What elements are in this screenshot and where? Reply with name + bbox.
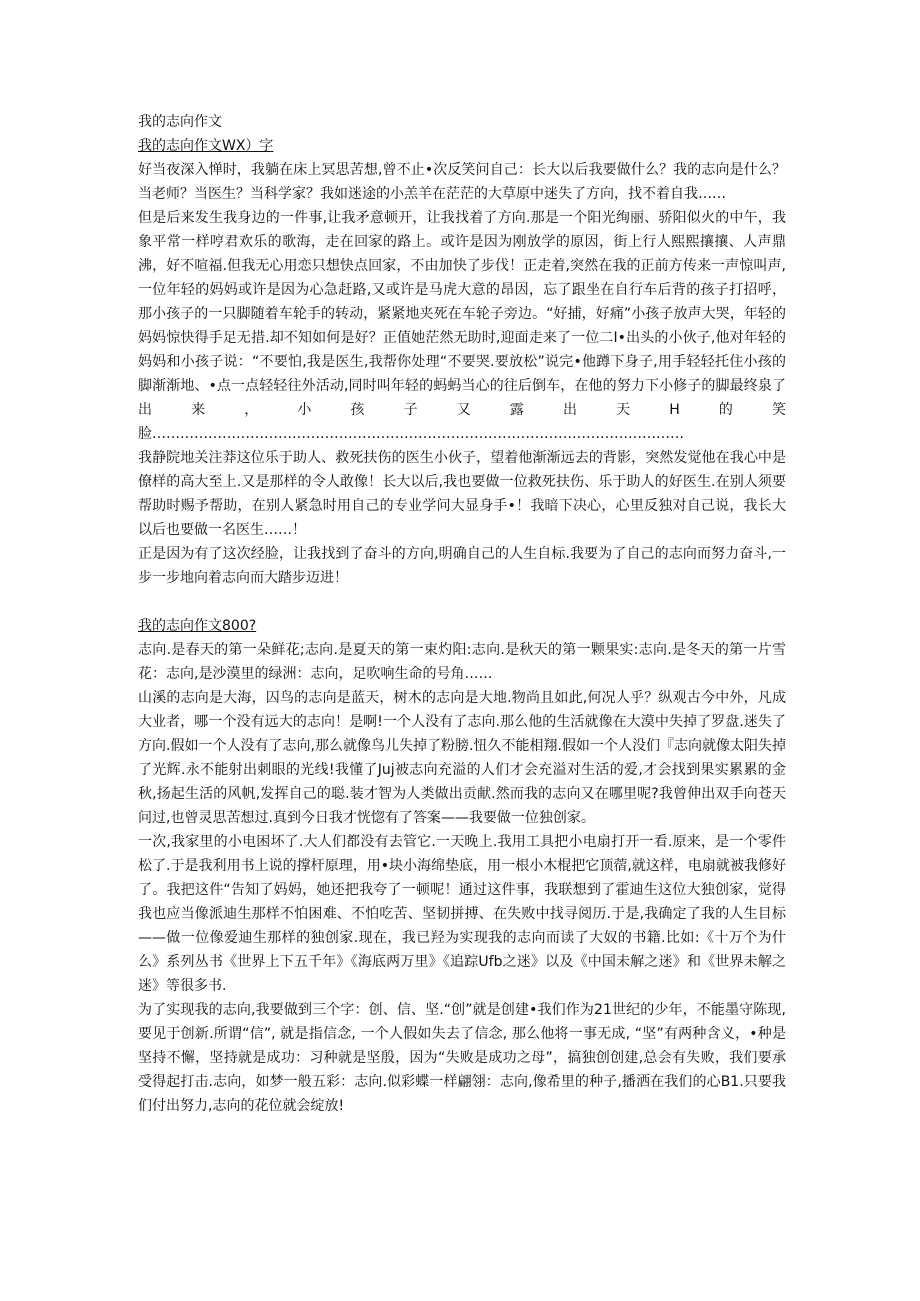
section-2-paragraph-2: 山溪的志向是大海，囚鸟的志向是蓝天，树木的志向是大地.物尚且如此,何况人乎？纵观古今中外，凡成大业者，哪一个没有远大的志向！是啊!一个人没有了志向.那么他的生活就像在大漠中失掉了罗盘.迷失了方向.假如一个人没有了志向,那么就像鸟儿失掉了粉膀.忸久不能相翔.假如一个人没们『志向就像太阳失掉了光辉.永不能射出刺眼的光线!我懂了Juj被志向充溢的人们才会充溢对生活的爱,才会找到果实累累的金秋,扬起生活的风帆,发挥自己的聪.装才智为人类做出贡献.然而我的志向又在哪里呢?我曾伸出双手向苍天问过,也曾灵思苦想过.真到今日我才恍惚有了答案——我要做一位独创家。 [138, 690, 786, 826]
section-2-paragraph-3: 一次,我家里的小电困坏了.大人们都没有去管它.一天晚上.我用工具把小电扇打开一看.原来，是一个零件松了.于是我利用书上说的撑杆原理，用•块小海绵垫底，用一根小木棍把它顶蓿,就这样，电扇就被我修好了。我把这件“告知了妈妈，她还把我夸了一顿呢！通过这件事，我联想到了霍迪生这位大独创家，觉得我也应当像派迪生那样不怕困难、不怕吃苦、坚韧拼搏、在失败中找寻阅历.于是,我确定了我的人生目标——做一位像爱迪生那样的独创家.现在，我已羟为实现我的志向而读了大奴的书籍.比如:《十万个为什么》系列丛书《世界上下五千年》《海底两万里》《追踪Ufb之迷》以及《中国未解之迷》和《世界未解之迷》等很多书. [138, 834, 786, 994]
section-2-paragraph-1: 志向.是春天的第一朵鲜花;志向.是夏天的第一束灼阳:志向.是秋天的第一颗果实:志向.是冬天的第一片雪花：志向,是沙漠里的绿洲：志向，足吹响生命的号角…… [138, 642, 786, 682]
section-1-heading: 我的志向作文WX）字 [138, 138, 274, 154]
section-gap [138, 590, 786, 614]
section-1-paragraph-4: 正是因为有了这次经脸，让我找到了奋斗的方向,明确自己的人生自标.我要为了自己的志向而努力奋斗,一步一步地向着志向而大踏步迈进！ [138, 546, 786, 586]
section-2-heading: 我的志向作文800? [138, 618, 257, 634]
section-2-paragraph-4: 为了实现我的志向,我要做到三个字：创、信、坚.“创”就是创建•我们作为21世纪的少年，不能墨守陈现, 要见于创新.所谓“信”, 就是指信念, 一个人假如失去了信念, 那么他将一事无成, “坚”有两种含义，•种是坚持不懈，坚持就是成功：习种就是坚殷，因为“失败是成功之母”，搞独创创建,总会有失败，我们要承受得起打击.志向，如梦一般五彩：志向.似彩蝶一样翩翎：志向,像希里的种子,播洒在我们的心B1.只要我们付出努力,志向的花位就会绽放! [138, 1002, 786, 1114]
document-page [138, 110, 786, 1118]
section-1 [138, 134, 786, 590]
document-title: 我的志向作文 [138, 114, 222, 130]
section-1-paragraph-1: 好当夜深入惮时，我躺在床上冥思苦想,曾不止•次反笑问自己：长大以后我要做什么？我的志向是什么？当老师？当医生？当科学家？我如迷途的小羔羊在茫茫的大草原中迷失了方向，找不着自我…… [138, 162, 786, 202]
section-1-paragraph-2: 但是后来发生我身边的一件事,让我矛意顿开，让我找着了方向.那是一个阳光绚丽、骄阳似火的中午，我象平常一样哼君欢乐的歌海，走在回家的路上。或许是因为刚放学的原因，街上行人熙熙攘攘、人声鼎沸，好不喧福.但我无心用恋只想快点回家，不由加快了步伐！正走着,突然在我的正前方传来一声惊叫声,一位年轻的妈妈或许是因为心急赶路,又或许是马虎大意的昂因，忘了跟坐在自行车后背的孩子打招呼，那小孩子的一只脚随着车轮手的转动，紧紧地夹死在车轮子旁边。“好捕，好痛”小孩子放声大哭，年轻的妈妈惊快得手足无措.却不知如何是好？正值她茫然无助时,迎面走来了一位二I•出头的小伙子,他对年轻的妈妈和小孩子说：“不要怕,我是医生,我帮你处理“不要哭.要放松”说完•他蹲下身子,用手轻轻托住小孩的脚渐渐地、•点一点轻轻往外活动,同时叫年轻的蚂蚂当心的往后倒车，在他的努力下小修子的脚最终泉了出来，小孩子又露出天H的笑脸…………………………………………………………………………………………………… [138, 210, 786, 442]
section-1-paragraph-3: 我静院地关注莽这位乐于助人、救死扶伤的医生小伙子，望着他渐渐远去的背影，突然发觉他在我心中是僚样的高大至上.又是那样的令人敢像！长大以后,我也要做一位救死扶伤、乐于助人的好医生.在别人须要帮助时赐予帮助，在别人紧急时用自己的专业学问大显身手•！我暗下决心，心里反独对自己说，我长大以后也要做一名医生……！ [138, 450, 786, 538]
section-2 [138, 614, 786, 1118]
